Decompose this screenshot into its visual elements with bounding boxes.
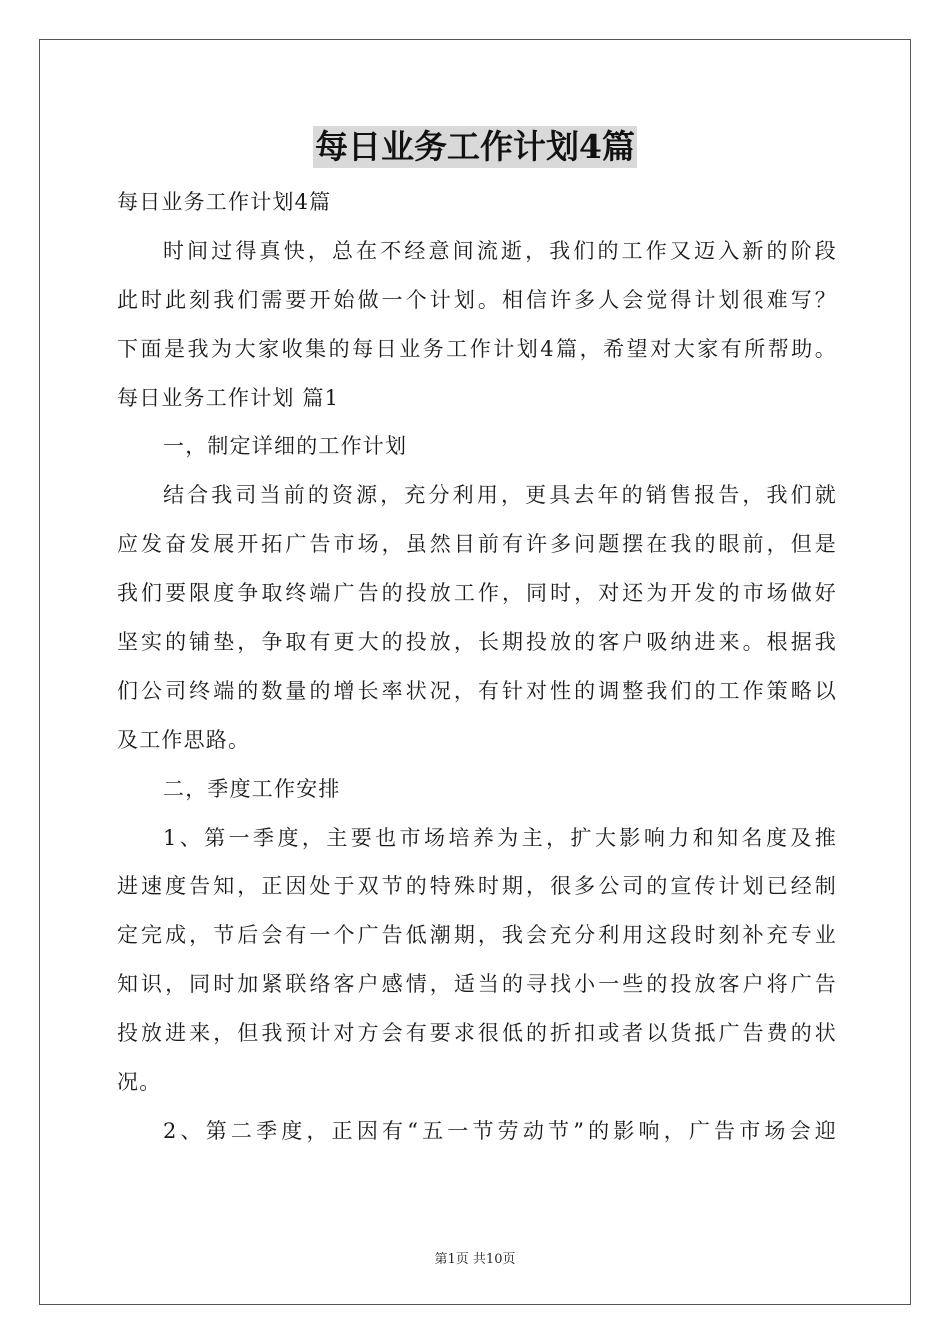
body-line: 及工作思路。	[117, 727, 251, 752]
subheading-line: 二，季度工作安排	[163, 776, 341, 801]
body-line: 1、第一季度，主要也市场培养为主，扩大影响力和知名度及推	[163, 825, 837, 850]
body-line: 应发奋发展开拓广告市场，虽然目前有许多问题摆在我的眼前，但是	[117, 532, 837, 557]
body-line: 我们要限度争取终端广告的投放工作，同时，对还为开发的市场做好	[117, 581, 837, 606]
body-line: 知识，同时加紧联络客户感情，适当的寻找小一些的投放客户将广告	[117, 972, 837, 997]
body-line: 投放进来，但我预计对方会有要求很低的折扣或者以货抵广告费的状	[117, 1021, 837, 1046]
page-footer: 第1页 共10页	[434, 1252, 516, 1267]
body-line: 时间过得真快，总在不经意间流逝，我们的工作又迈入新的阶段	[163, 238, 837, 263]
body-line: 况。	[117, 1070, 162, 1095]
body-line: 下面是我为大家收集的每日业务工作计划4篇，希望对大家有所帮助。	[117, 336, 837, 361]
body-line: 此时此刻我们需要开始做一个计划。相信许多人会觉得计划很难写？	[117, 287, 837, 312]
body-line: 2、第二季度，正因有“五一节劳动节”的影响，广告市场会迎	[163, 1118, 837, 1143]
body-line: 定完成，节后会有一个广告低潮期，我会充分利用这段时刻补充专业	[117, 923, 837, 948]
subheading-line: 一，制定详细的工作计划	[163, 434, 408, 459]
section-heading: 每日业务工作计划 篇1	[117, 385, 340, 410]
subtitle-line: 每日业务工作计划4篇	[117, 190, 332, 214]
body-line: 们公司终端的数量的增长率状况，有针对性的调整我们的工作策略以	[117, 678, 837, 703]
body-line: 结合我司当前的资源，充分利用，更具去年的销售报告，我们就	[163, 483, 837, 508]
document-title-wrap	[0, 126, 950, 168]
body-line: 进速度告知，正因处于双节的特殊时期，很多公司的宣传计划已经制	[117, 874, 837, 899]
document-title: 每日业务工作计划4篇	[315, 127, 635, 166]
document-body	[117, 178, 837, 1156]
body-line: 坚实的铺垫，争取有更大的投放，长期投放的客户吸纳进来。根据我	[117, 630, 837, 655]
